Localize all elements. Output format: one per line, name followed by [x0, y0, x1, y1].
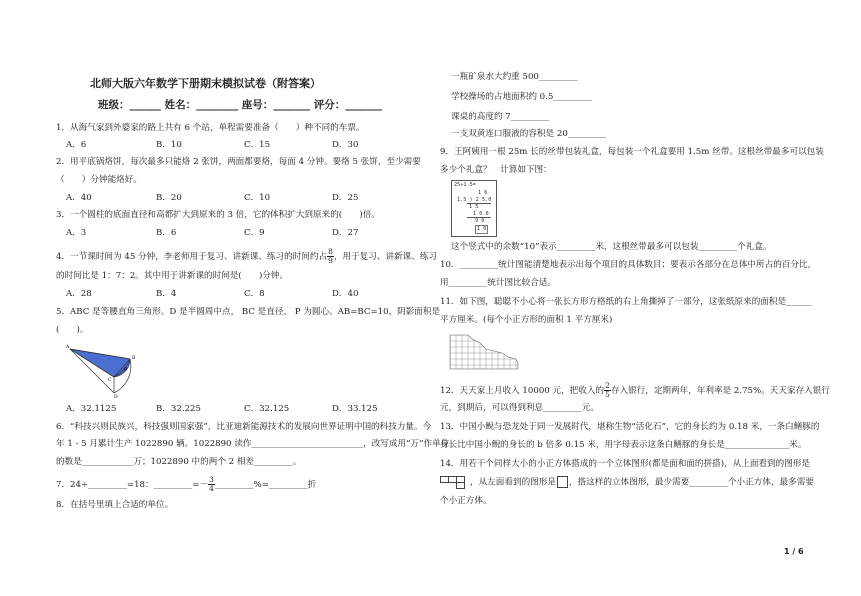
q3-option-d: D．27 [332, 228, 359, 238]
q5-label-b: B [132, 356, 136, 361]
q4-option-c: C．8 [244, 289, 265, 299]
q14-top-view-figure [440, 476, 470, 488]
question-7-line [56, 476, 316, 493]
question-14-line1: 14．用若干个同样大小的小正方体搭成的一个立体图形(都是面和面的拼搭)，从上面看到的图形是 [440, 459, 810, 469]
q2-option-a: A．40 [66, 193, 92, 203]
q4-frac-den: 9 [328, 256, 333, 265]
question-14-line2 [440, 476, 814, 489]
question-11-line2: 平方厘米。(每个小正方形的面积 1 平方厘米) [440, 315, 613, 325]
question-12-line1 [440, 382, 830, 399]
question-3-text: 3．一个圆柱的底面直径和高都扩大到原来的 3 倍，它的体积扩大到原来的( )倍。 [56, 210, 380, 220]
question-13-line2: 身长比中国小鲵的身长的 b 倍多 0.15 米，用字母表示这条白鳝豚的身长是_______________米。 [440, 440, 807, 450]
q12-frac-den: 5 [605, 390, 610, 399]
question-5-line1: 5．ABC 是等腰直角三角形。D 是半圆周中点， BC 是直径， P 为圆心。AB=BC=10，阴影面积是 [56, 307, 441, 317]
q5-geometry-figure [62, 341, 152, 401]
q12-fraction [604, 382, 611, 399]
q9-calc-step1: 1 5 [469, 204, 479, 210]
q8-item-1: 一瓶矿泉水大约重 500_________ [451, 72, 578, 82]
question-9-line3: 这个竖式中的余数“10”表示_________米，这根丝带最多可以包装_________个礼盒。 [451, 242, 772, 252]
q1-option-d: D．30 [332, 140, 359, 150]
q2-option-c: C．10 [244, 193, 271, 203]
q7-frac-num: 3 [209, 475, 214, 484]
q3-option-c: C．9 [244, 228, 265, 238]
q8-item-3: 课桌的高度约 7_________ [451, 112, 550, 122]
question-6-line1: 6．“科技兴则民族兴，科技强则国家强”，比亚迪新能源技术的发展向世界证明中国的科技力量。今 [56, 422, 432, 432]
q5-option-c: C．32.125 [244, 404, 290, 414]
question-8-text: 8．在括号里填上合适的单位。 [56, 500, 174, 510]
question-6-line3: 的数是____________万；1022890 中的两个 2 相差_________。 [56, 457, 302, 467]
q14-text-a: ，从左面看到的图形是 [470, 477, 556, 488]
q8-item-4: 一支双黄连口服液的容积是 20_________ [451, 129, 607, 139]
q4-frac-num: 8 [328, 247, 333, 256]
q9-calc-step2: 1 0.0 [473, 211, 489, 217]
q12-text-a: 12．天天家上月收入 10000 元，把收入的 [440, 386, 605, 396]
page-number: 1 / 6 [784, 547, 804, 556]
q9-calc-rule-2 [467, 217, 491, 218]
q14-text-b: ，搭这样的立体图形，最少需要_________个小正方体，最多需要 [568, 477, 814, 488]
page-title: 北师大版六年数学下册期末模拟试卷（附答案） [90, 77, 321, 90]
question-13-line1: 13．中国小鲵与恐龙处于同一发展时代，堪称生物“活化石”，它的身长约为 0.18 米，一条白鳝豚的 [440, 422, 820, 432]
q5-label-p: P [124, 368, 128, 373]
q4-option-a: A．28 [66, 289, 92, 299]
student-info-line: 班级：______ 姓名：________ 座号：_______ 评分：_______ [98, 99, 382, 111]
q12-text-b: 存入银行，定期两年，年利率是 2.75%。天天家存入银行 [610, 386, 830, 396]
q2-option-d: D．25 [332, 193, 359, 203]
q4-text-a: 4．一节课时间为 45 分钟，李老师用于复习、讲新课、练习的时间约占 [56, 252, 328, 262]
q12-frac-num: 2 [605, 381, 610, 390]
question-9-line1: 9．王阿姨用一根 25m 长的丝带包装礼盒，每包装一个礼盒要用 1.5m 丝带。这根丝带最多可以包装 [440, 147, 824, 157]
q1-option-b: B．10 [156, 140, 182, 150]
q5-option-a: A．32.1125 [66, 404, 117, 414]
q7-text-b: _________%=_________折 [214, 480, 317, 490]
q7-frac-den: 4 [209, 484, 214, 493]
q7-fraction [208, 476, 215, 493]
q9-long-division-figure [451, 180, 497, 237]
q5-label-a: A [66, 345, 70, 350]
question-4-line2: 的时间比是 1：7：2。其中用于讲新课的时间是( )分钟。 [56, 271, 289, 281]
question-2-line2: （ ）分钟能烙好。 [56, 175, 142, 185]
question-10-line1: 10．_________统计图能清楚地表示出每个项目的具体数目；要表示各部分在总体中所占的百分比， [440, 260, 817, 270]
q3-option-b: B．6 [156, 228, 177, 238]
q5-option-b: B．32.225 [156, 404, 201, 414]
q7-text-a: 7．24÷_________=18：_________= [56, 480, 200, 490]
q4-option-b: B．4 [156, 289, 177, 299]
q1-option-a: A．6 [66, 140, 87, 150]
q9-calc-divisor: 1.5 ) 2 5.0 [457, 197, 492, 203]
q14-top-cell-4 [456, 482, 465, 489]
q3-option-a: A．3 [66, 228, 87, 238]
question-11-line1: 11．如下图，聪聪不小心将一张长方形方格纸的右上角撕掉了一部分，这张纸原来的面积是______ [440, 297, 812, 307]
q4-text-b: ，用于复习、讲新课、练习 [333, 252, 438, 262]
question-2-line1: 2．用平底锅烙饼，每次最多只能烙 2 张饼，两面都要烙，每面 4 分钟。要烙 5 张饼，至少需要 [56, 157, 421, 167]
q11-torn-grid-figure [450, 335, 530, 371]
q9-calc-step3: 9 0 [475, 218, 485, 224]
q4-fraction [327, 248, 334, 265]
question-6-line2: 年 1 - 5 月累计生产 1022890 辆。1022890 读作__________________________，改写成用“万”作单位 [56, 439, 450, 449]
question-4-line1 [56, 248, 437, 265]
q8-item-2: 学校操场的占地面积约 0.5_________ [451, 92, 593, 102]
q9-calc-header: 25÷1.5= [454, 182, 476, 188]
q2-option-b: B．20 [156, 193, 182, 203]
q5-option-d: D．33.125 [332, 404, 378, 414]
q14-left-view-figure [557, 476, 568, 488]
q9-calc-rule-1 [467, 203, 491, 204]
q5-label-c: C [108, 378, 112, 383]
question-5-line2: ( )。 [56, 325, 89, 335]
question-12-line2: 元，到期后，可以得到利息_________元。 [440, 403, 599, 413]
q4-option-d: D．40 [332, 289, 359, 299]
q7-neg-sign: － [199, 480, 209, 490]
q1-option-c: C．15 [244, 140, 271, 150]
question-1-text: 1．从海气家到外婆家的路上共有 6 个站，单程需要准备（ ）种不同的车票。 [56, 123, 365, 133]
q5-label-d: D [114, 395, 118, 400]
q11-grid-lines [450, 335, 518, 369]
q9-calc-remainder: 1 0 [477, 226, 487, 232]
question-9-line2: 多少个礼盒？ 计算如下图： [440, 165, 552, 175]
question-14-line3: 个小正方体。 [440, 496, 492, 506]
question-10-line2: 用_________统计图比较合适。 [440, 278, 557, 288]
q9-calc-quotient: 1 6 [478, 190, 488, 196]
